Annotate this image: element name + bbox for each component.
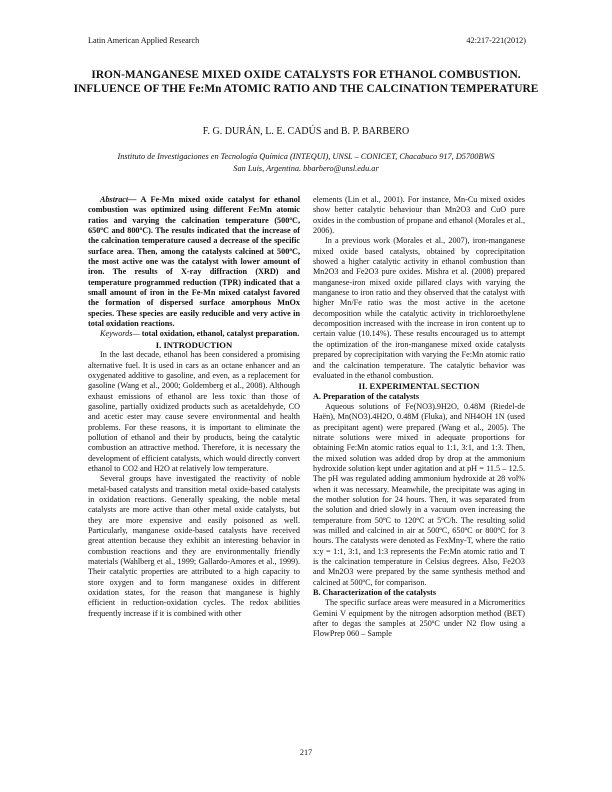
keywords bbox=[88, 329, 300, 339]
abstract bbox=[88, 195, 300, 329]
paper-title: IRON-MANGANESE MIXED OXIDE CATALYSTS FOR ETHANOL COMBUSTION. INFLUENCE OF THE Fe:Mn ATOMIC RATIO AND THE CALCINATION TEMPERATURE bbox=[73, 69, 539, 95]
experimental-heading: II. EXPERIMENTAL SECTION bbox=[358, 381, 480, 392]
journal-name: Latin American Applied Research bbox=[88, 36, 200, 45]
affiliation-line-1: Instituto de Investigaciones en Tecnología Química (INTEQUI), UNSL – CONICET, Chacabuco 917, D5700BWS bbox=[117, 152, 495, 161]
subsection-b-heading: B. Characterization of the catalysts bbox=[313, 588, 437, 598]
authors: F. G. DURÁN, L. E. CADÚS and B. P. BARBERO bbox=[202, 126, 410, 137]
page-number: 217 bbox=[299, 748, 313, 757]
intro-paragraph-2-continued: elements (Lin et al., 2001). For instance, Mn-Cu mixed oxides show better catalytic behaviour than Mn2O3 and CuO pure oxides in the combustion of propane and ethanol (Morales et al., 2006). bbox=[313, 195, 525, 236]
keywords-text: total oxidation, ethanol, catalyst preparation. bbox=[139, 329, 300, 339]
abstract-label: Abstract— bbox=[100, 195, 137, 204]
intro-paragraph-2: Several groups have investigated the reactivity of noble metal-based catalysts and transition metal oxide-based catalysts in oxidation reactions. Generally speaking, the noble metal catalysts are more active than other metal oxide catalysts, but they are more expensive and easily poisoned as well. Particularly, manganese oxide-based catalysts have received great attention because they exhibit an interesting behavior in combustion reactions and they are environmentally friendly materials (Wahlberg et al., 1999; Gallardo-Amores et al., 1999). Their catalytic properties are attributed to a high capacity to store oxygen and to form manganese oxides in different oxidation states, for the reason that manganese is highly efficient in reduction-oxidation cycles. The redox abilities frequently increase if it is combined with other bbox=[88, 474, 300, 618]
intro-paragraph-3: In a previous work (Morales et al., 2007), iron-manganese mixed oxide based catalysts, obtained by coprecipitation showed a higher catalytic activity in ethanol combustion than Mn2O3 and Fe2O3 pure oxides. Mishra et al. (2008) prepared manganese-iron mixed oxide pillared clays with varying the manganese to iron ratio and they observed that the catalyst with higher Mn/Fe ratio was the most active in the acetone decomposition while the catalytic activity in trichloroethylene decomposition increased with the increase in iron content up to certain value (10.14%). These results encouraged us to attempt the optimization of the iron-manganese mixed oxide catalysts prepared by coprecipitation with varying the Fe:Mn atomic ratio and the calcination temperature. The catalytic behavior was evaluated in the ethanol combustion. bbox=[313, 236, 525, 380]
subsection-a-heading: A. Preparation of the catalysts bbox=[313, 391, 420, 401]
left-column bbox=[88, 195, 300, 619]
affiliation bbox=[70, 151, 542, 174]
affiliation-line-2: San Luis, Argentina. bbarbero@unsl.edu.ar bbox=[233, 163, 379, 173]
abstract-text: A Fe-Mn mixed oxide catalyst for ethanol combustion was optimized using different Fe:Mn atomic ratios and varying the calcination temperature (500ºC, 650ºC and 800ºC). The results indicated that the increase of the calcination temperature caused a decrease of the specific surface area. Then, among the catalysts calcined at 500ºC, the most active one was the catalyst with lower amount of iron. The results of X-ray diffraction (XRD) and temperature programmed reduction (TPR) indicated that a small amount of iron in the Fe-Mn mixed catalyst favored the formation of dispersed surface amorphous MnOx species. These species are easily reducible and very active in total oxidation reactions. bbox=[88, 195, 300, 329]
intro-paragraph-1: In the last decade, ethanol has been considered a promising alternative fuel. It is used in cars as an octane enhancer and an oxygenated additive to gasoline, and even, as a replacement for gasoline (Wang et al., 2000; Goldemberg et al., 2008). Although exhaust emissions of ethanol are less toxic than those of gasoline, partially oxidized products such as acetaldehyde, CO and acetic ester may cause severe environmental and health problems. For these reasons, it is important to eliminate the pollution of ethanol and their by products, being the catalytic combustion an attractive method. Therefore, it is necessary the development of efficient catalysts, which would directly convert ethanol to CO2 and H2O at relatively low temperature. bbox=[88, 350, 300, 473]
citation: 42:217-221(2012) bbox=[466, 36, 526, 45]
keywords-label: Keywords— bbox=[100, 329, 140, 339]
intro-heading: I. INTRODUCTION bbox=[155, 339, 233, 350]
experimental-paragraph-2: The specific surface areas were measured in a Micromeritics Gemini V equipment by the nitrogen adsorption method (BET) after to degas the samples at 250ºC under N2 flow using a FlowPrep 060 – Sample bbox=[313, 598, 525, 639]
experimental-paragraph-1: Aqueous solutions of Fe(NO3).9H2O, 0.48M (Riedel-de Haën), Mn(NO3).4H2O, 0.48M (Fluka), and NH4OH 1N (used as precipitant agent) were prepared (Wang et al., 2005). The nitrate solutions were mixed in adequate proportions for obtaining Fe:Mn atomic ratios equal to 1:1, 3:1, and 1:3. Then, the mixed solution was added drop by drop at the ammonium hydroxide solution kept under agitation and at pH = 11.5 – 12.5. The pH was regulated adding ammonium hydroxide at 28 vol% when it was necessary. Meanwhile, the precipitate was aging in the mother solution for 24 hours. Then, it was separated from the solution and dried slowly in a vacuum oven increasing the temperature from 50ºC to 120ºC at 5ºC/h. The resulting solid was milled and calcined in air at 500ºC, 650ºC or 800ºC for 3 hours. The catalysts were denoted as FexMny-T, where the ratio x:y = 1:1, 3:1, and 1:3 represents the Fe:Mn atomic ratio and T is the calcination temperature in Celsius degrees. Also, Fe2O3 and Mn2O3 were prepared by the same synthesis method and calcined at 500ºC, for comparison. bbox=[313, 401, 525, 587]
right-column bbox=[313, 195, 525, 640]
